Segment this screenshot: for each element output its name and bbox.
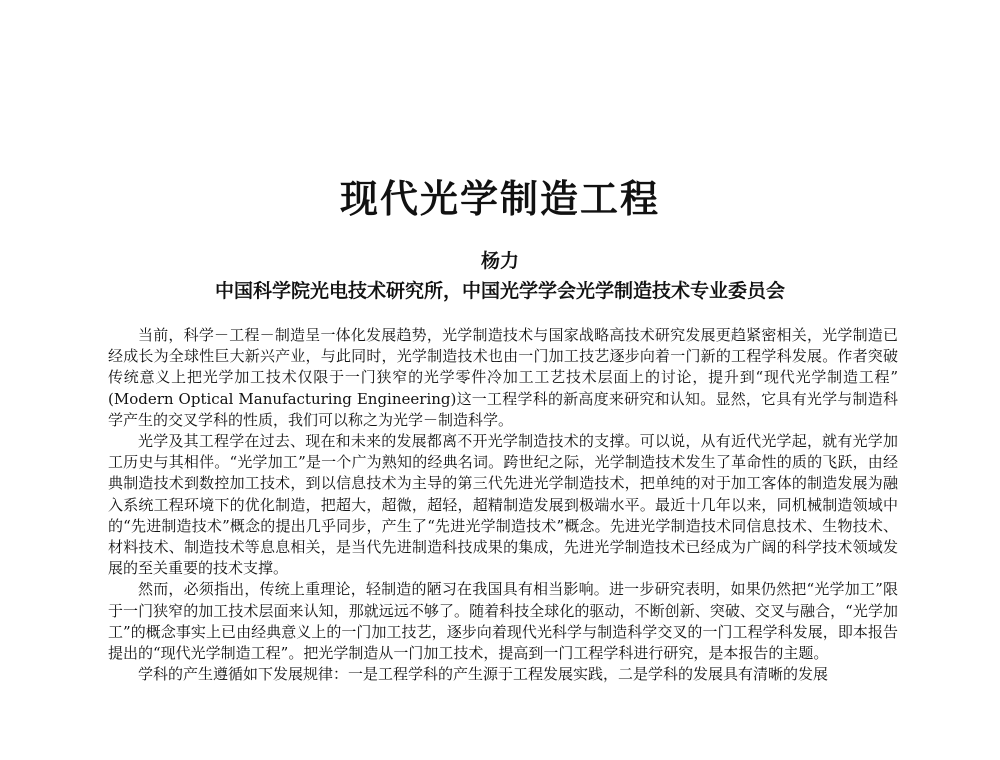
paragraph: 当前，科学－工程－制造呈一体化发展趋势，光学制造技术与国家战略高技术研究发展更趋紧密相关，光学制造已经成长为全球性巨大新兴产业，与此同时，光学制造技术也由一门加工技艺逐步向着一门新的工程学科发展。作者突破传统意义上把光学加工技术仅限于一门狭窄的光学零件冷加工工艺技术层面上的讨论，提升到“现代光学制造工程” (Modern Optical Manufacturing Engineering)这一工程学科的新高度来研究和认知。显然，它具有光学与制造科学产生的交叉学科的性质，我们可以称之为光学－制造科学。 [108, 326, 898, 429]
document-title: 现代光学制造工程 [339, 176, 660, 221]
author-affiliation: 中国科学院光电技术研究所，中国光学学会光学制造技术专业委员会 [214, 280, 785, 302]
paragraph: 学科的产生遵循如下发展规律：一是工程学科的产生源于工程发展实践，二是学科的发展具有清晰的发展 [138, 665, 829, 684]
paragraph: 光学及其工程学在过去、现在和未来的发展都离不开光学制造技术的支撑。可以说，从有近代光学起，就有光学加工历史与其相伴。“光学加工”是一个广为熟知的经典名词。跨世纪之际，光学制造技术发生了革命性的质的飞跃，由经典制造技术到数控加工技术，到以信息技术为主导的第三代先进光学制造技术，把单纯的对于加工客体的制造发展为融入系统工程环境下的优化制造，把超大，超微，超轻，超精制造发展到极端水平。最近十几年以来，同机械制造领域中的“先进制造技术”概念的提出几乎同步，产生了“先进光学制造技术”概念。先进光学制造技术同信息技术、生物技术、材料技术、制造技术等息息相关，是当代先进制造科技成果的集成，先进光学制造技术已经成为广阔的科学技术领域发展的至关重要的技术支撑。 [108, 432, 898, 578]
document-body [108, 325, 898, 685]
paragraph: 然而，必须指出，传统上重理论，轻制造的陋习在我国具有相当影响。进一步研究表明，如果仍然把“光学加工”限于一门狭窄的加工技术层面来认知，那就远远不够了。随着科技全球化的驱动，不断创新、突破、交叉与融合，“光学加工”的概念事实上已由经典意义上的一门加工技艺，逐步向着现代光科学与制造科学交叉的一门工程学科发展，即本报告提出的“现代光学制造工程”。把光学制造从一门加工技术，提高到一门工程学科进行研究，是本报告的主题。 [108, 580, 898, 663]
author-name: 杨力 [480, 250, 519, 272]
